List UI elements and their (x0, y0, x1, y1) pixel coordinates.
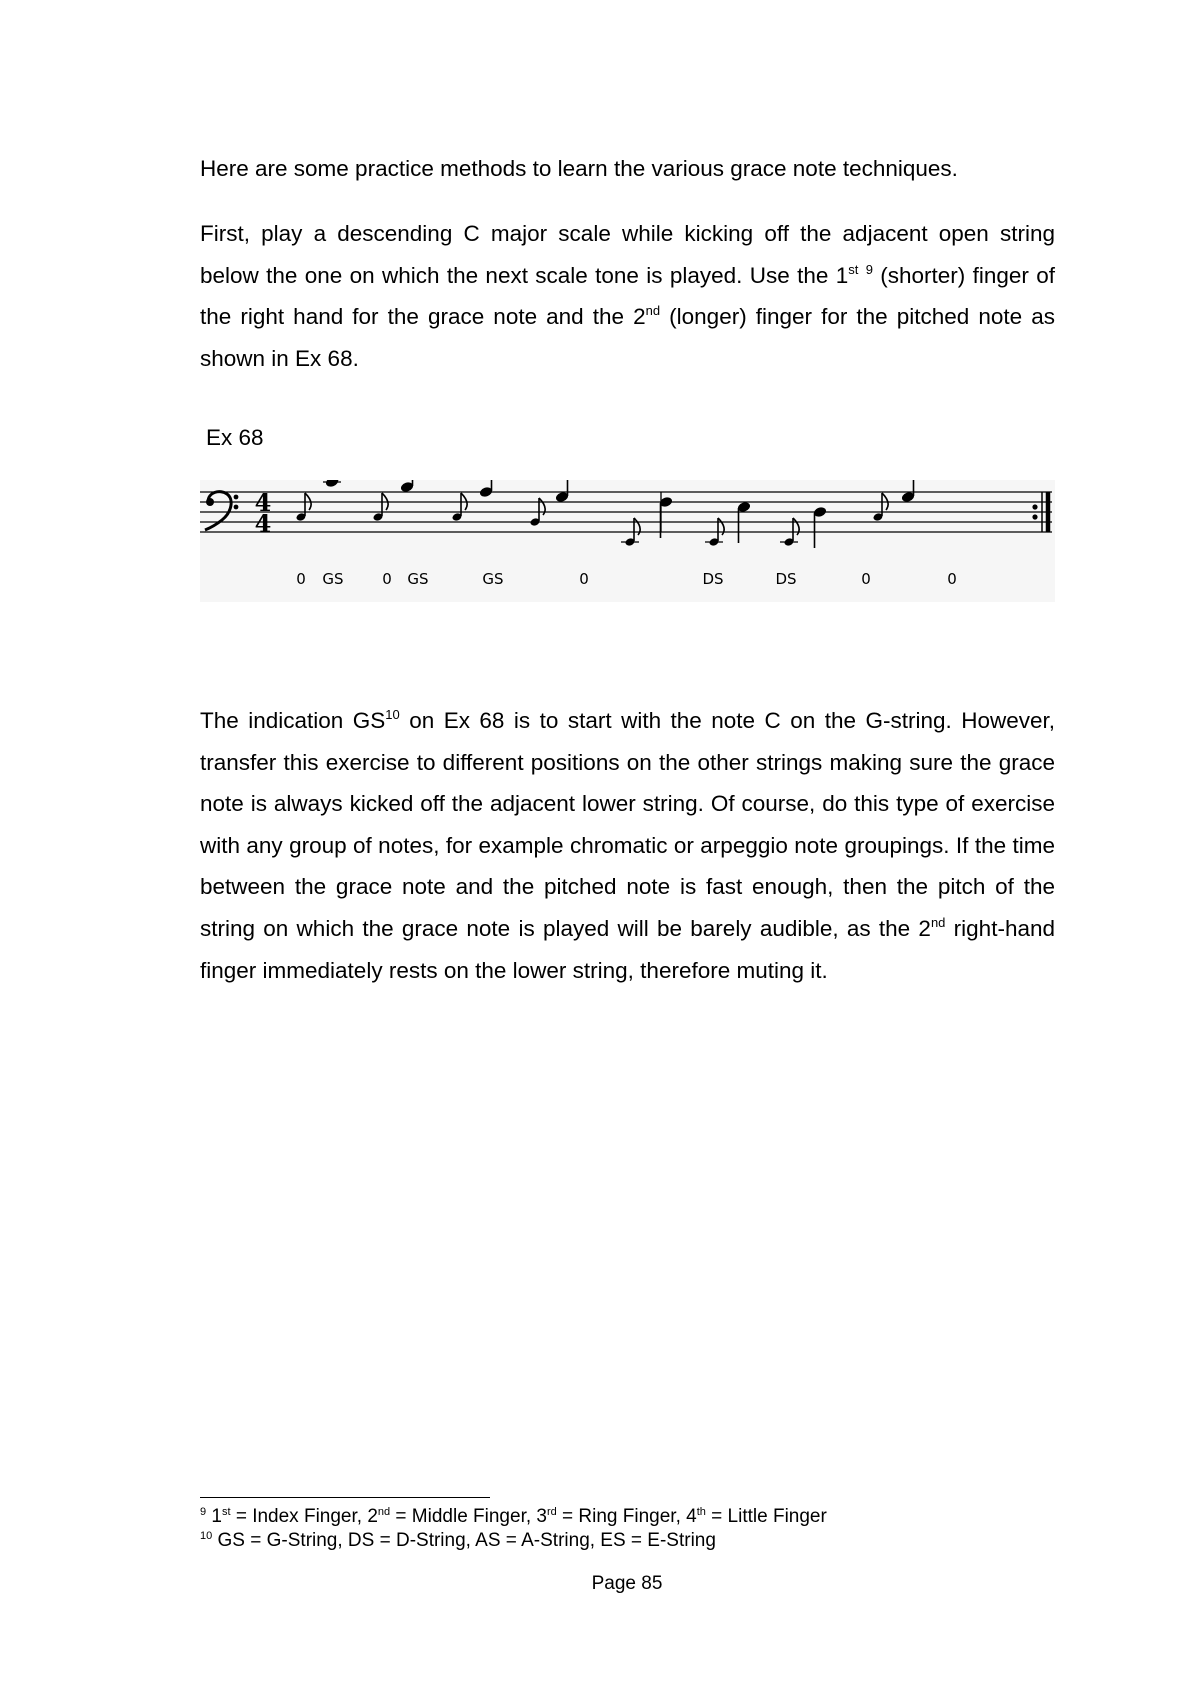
fingering-label: GS (407, 570, 429, 588)
music-staff (200, 480, 1055, 602)
fingering-label: 0 (382, 570, 392, 588)
footnote-ref-10[interactable]: 10 (385, 707, 400, 722)
footnote-ref-9[interactable]: 9 (865, 261, 873, 277)
notes (296, 480, 916, 548)
footnote-number: 9 (200, 1506, 207, 1518)
example-label: Ex 68 (206, 425, 264, 450)
fingering-label: 0 (296, 570, 306, 588)
ordinal-superscript: st (848, 261, 859, 277)
page-number: Page 85 (591, 1573, 663, 1594)
paragraph-intro: Here are some practice methods to learn the various grace note techniques. (200, 156, 958, 181)
fingering-row (296, 570, 957, 588)
time-signature-bottom: 4 (254, 509, 272, 538)
footnote-9: $^9$ 1st = Index Finger, 2nd = Middle Finger, 3rd = Ring Finger, 4th = Little Finger (200, 1506, 827, 1527)
main-note-head (325, 480, 340, 488)
time-signature-top: 4 (254, 488, 272, 517)
fingering-label: 0 (947, 570, 957, 588)
bass-clef-icon (205, 492, 238, 530)
paragraph-descending-scale: First, play a descending C major scale while kicking off the adjacent open string below the one on which the next scale tone is played. Use the 1st $^9$ (shorter) finger of the right hand for the grace note and the 2nd (longer) finger for the pitched note as shown in Ex 68. (200, 221, 1055, 371)
fingering-label: 0 (579, 570, 589, 588)
fingering-label: GS (322, 570, 344, 588)
fingering-label: GS (482, 570, 504, 588)
fingering-label: DS (702, 570, 724, 588)
music-example-68 (200, 480, 1055, 602)
staff-lines (200, 492, 1052, 532)
footnote-10: $^{10}$ GS = G-String, DS = D-String, AS = A-String, ES = E-String (200, 1530, 716, 1551)
ordinal-superscript: nd (645, 303, 661, 319)
footnote-divider (200, 1497, 490, 1498)
fingering-label: DS (775, 570, 797, 588)
time-signature (255, 488, 272, 538)
ordinal-superscript: nd (930, 914, 946, 930)
paragraph-indication: The indication GS$^{10}$ on Ex 68 is to start with the note C on the G-string. However, transfer this exercise to different positions on the other strings making sure the grace note is always kicked off the adjacent lower string. Of course, do this type of exercise with any group of notes, for example chromatic or arpeggio note groupings. If the time between the grace note and the pitched note is fast enough, then the pitch of the string on which the grace note is played will be barely audible, as the 2nd right-hand finger immediately rests on the lower string, therefore muting it. (200, 707, 1055, 983)
footnote-number: 10 (200, 1530, 213, 1542)
fingering-label: 0 (861, 570, 871, 588)
